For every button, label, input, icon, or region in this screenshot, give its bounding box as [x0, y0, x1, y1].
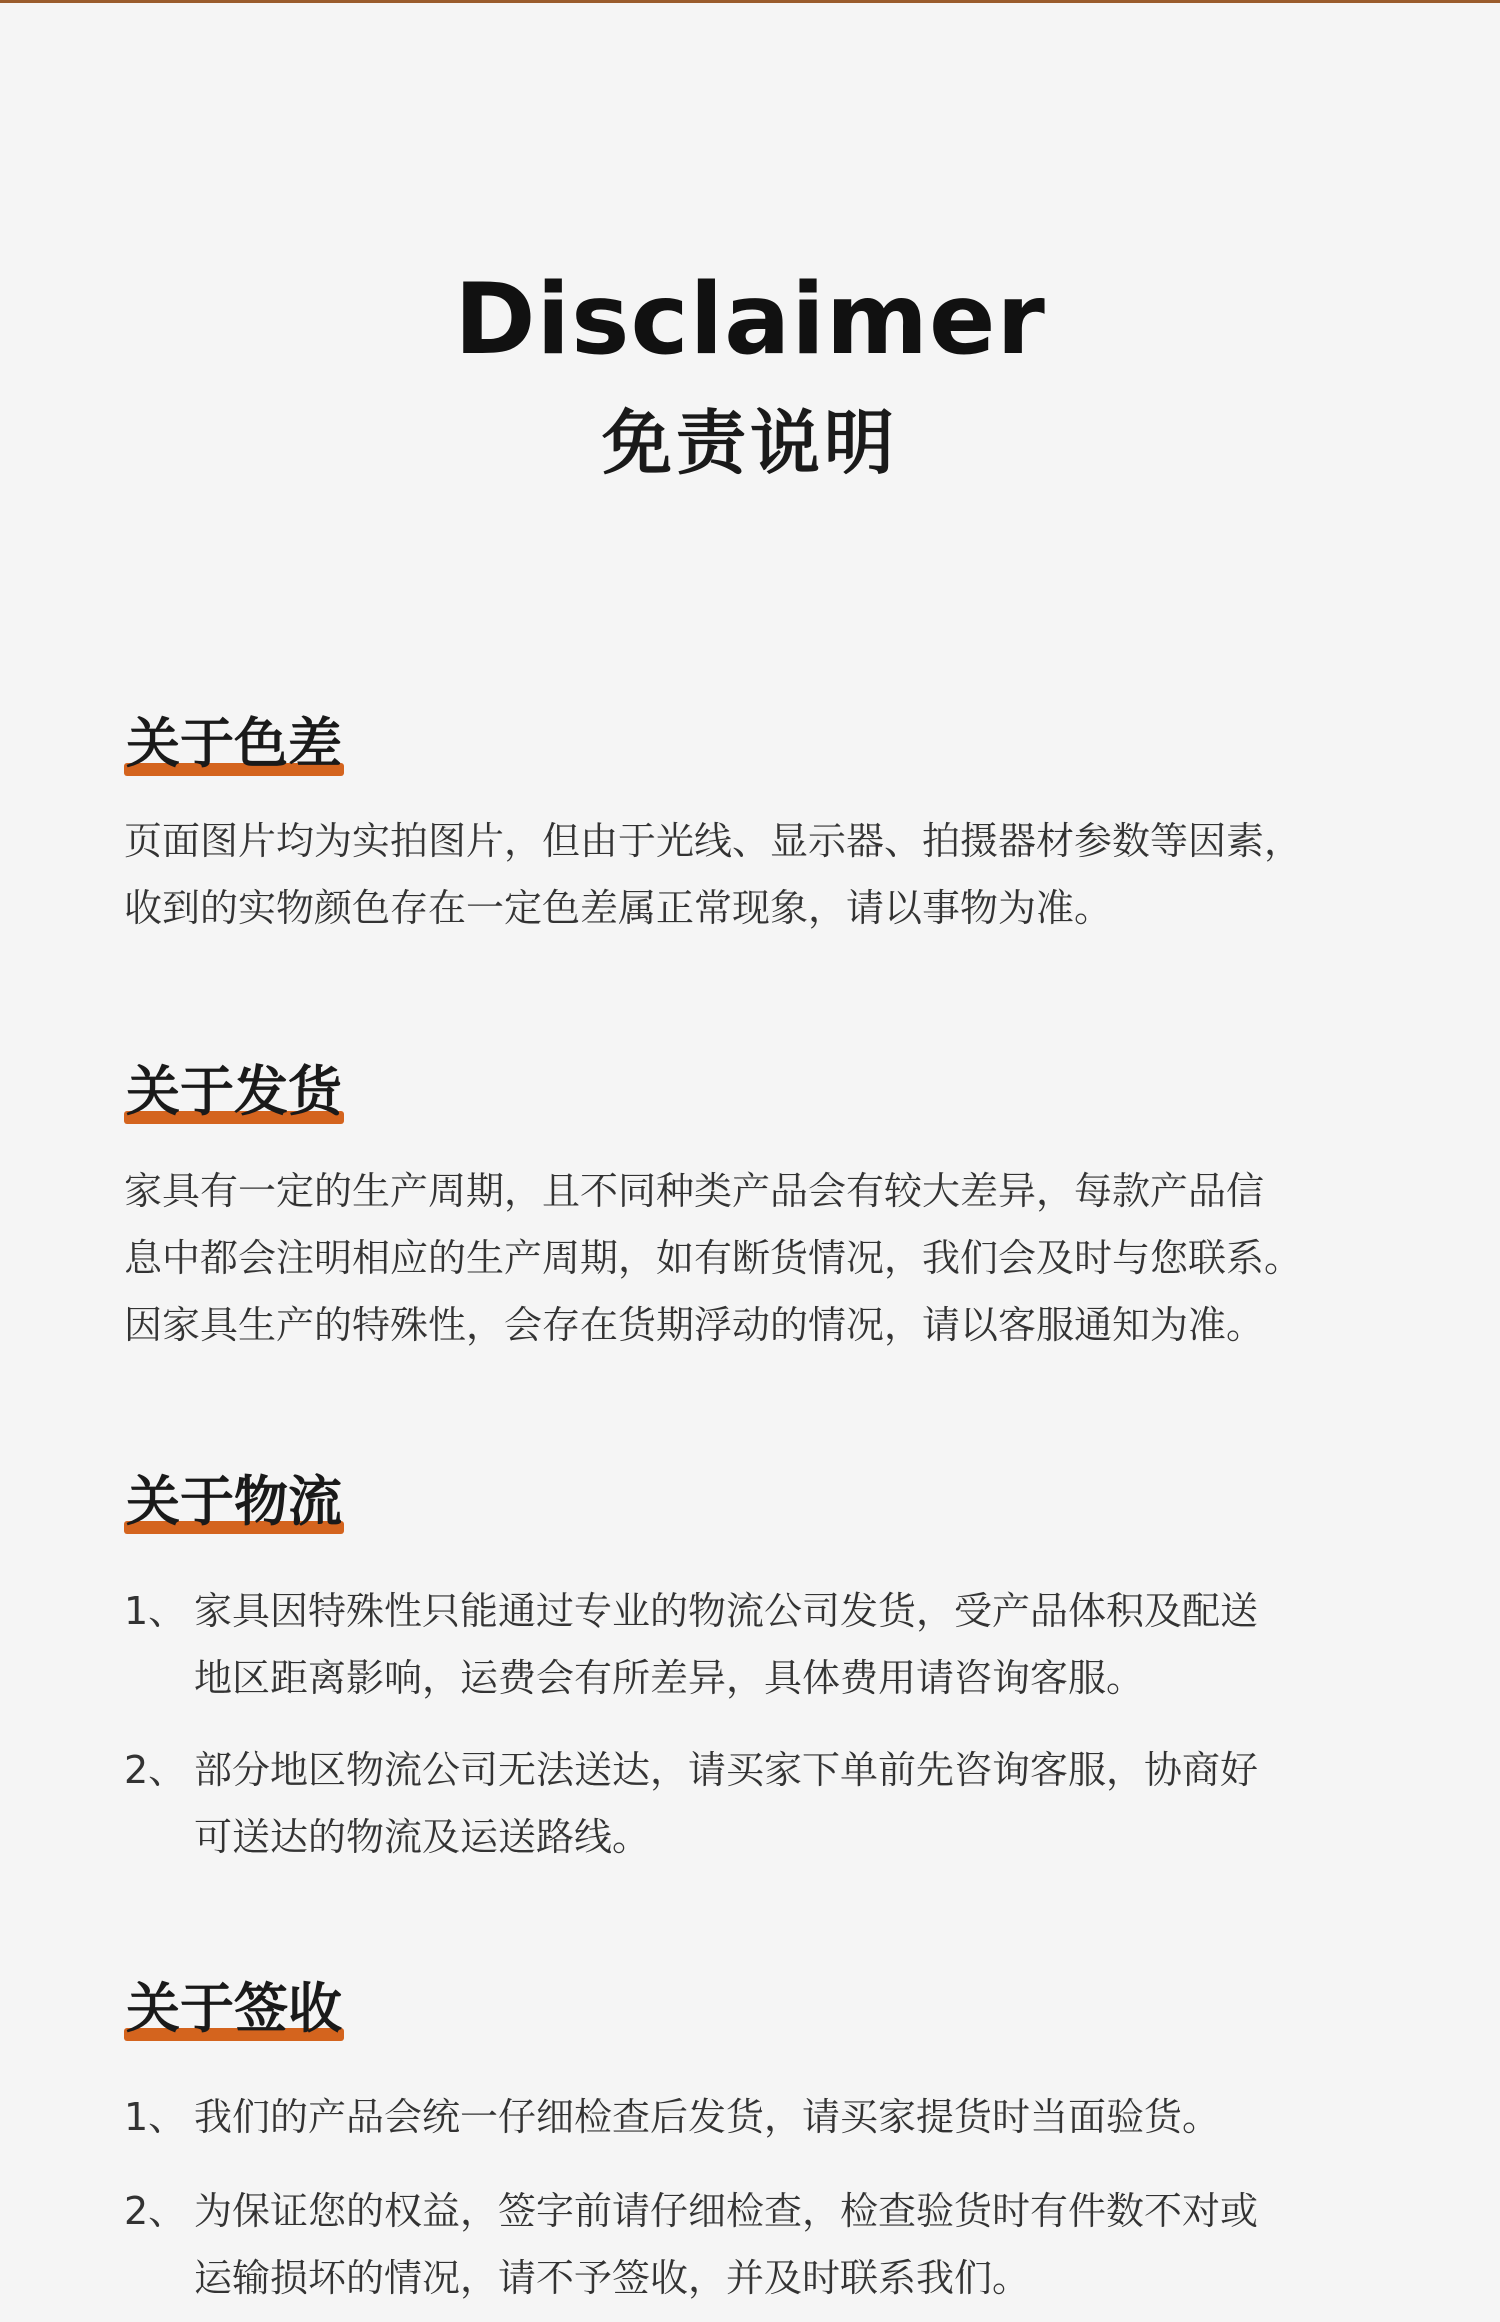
page-title: Disclaimer [454, 263, 1046, 377]
section-heading-text: 关于签收 [126, 1977, 342, 2040]
paragraph-line: 因家具生产的特殊性，会存在货期浮动的情况，请以客服通知为准。 [124, 1303, 1265, 1347]
top-divider [0, 0, 1500, 3]
paragraph-line: 息中都会注明相应的生产周期，如有断货情况，我们会及时与您联系。 [124, 1236, 1303, 1280]
numbered-list [124, 2084, 1414, 2312]
page-subtitle: 免责说明 [602, 402, 898, 484]
list-item-line: 地区距离影响，运费会有所差异，具体费用请咨询客服。 [194, 1656, 1145, 1700]
list-item-line: 我们的产品会统一仔细检查后发货，请买家提货时当面验货。 [194, 2095, 1221, 2139]
section-heading [124, 1056, 344, 1128]
numbered-list [124, 1578, 1414, 1871]
section-logistics [124, 1466, 1414, 1871]
list-item-number: 1、 [124, 1589, 187, 1633]
section-heading-text: 关于发货 [126, 1060, 342, 1123]
paragraph-line: 页面图片均为实拍图片，但由于光线、显示器、拍摄器材参数等因素， [124, 819, 1303, 863]
list-item-number: 2、 [124, 1748, 187, 1792]
list-item [124, 2178, 1414, 2312]
list-item-line: 可送达的物流及运送路线。 [194, 1815, 651, 1859]
list-item-line: 部分地区物流公司无法送达，请买家下单前先咨询客服，协商好 [194, 1748, 1259, 1792]
section-paragraph [124, 808, 1414, 942]
paragraph-line: 家具有一定的生产周期，且不同种类产品会有较大差异，每款产品信 [124, 1169, 1265, 1213]
list-item-number: 1、 [124, 2095, 187, 2139]
section-receipt [124, 1973, 1414, 2312]
section-heading [124, 1973, 344, 2045]
list-item-line: 家具因特殊性只能通过专业的物流公司发货，受产品体积及配送 [194, 1589, 1259, 1633]
list-item-line: 为保证您的权益，签字前请仔细检查，检查验货时有件数不对或 [194, 2189, 1259, 2233]
section-paragraph [124, 1158, 1414, 1359]
section-heading-text: 关于色差 [126, 712, 342, 775]
list-item-line: 运输损坏的情况，请不予签收，并及时联系我们。 [194, 2256, 1031, 2300]
section-shipping [124, 1056, 1414, 1359]
section-color-difference [124, 708, 1414, 942]
list-item-number: 2、 [124, 2189, 187, 2233]
list-item [124, 1737, 1414, 1871]
paragraph-line: 收到的实物颜色存在一定色差属正常现象，请以事物为准。 [124, 886, 1113, 930]
list-item [124, 1578, 1414, 1712]
section-heading-text: 关于物流 [126, 1470, 342, 1533]
section-heading [124, 1466, 344, 1538]
section-heading [124, 708, 344, 780]
list-item [124, 2084, 1414, 2151]
